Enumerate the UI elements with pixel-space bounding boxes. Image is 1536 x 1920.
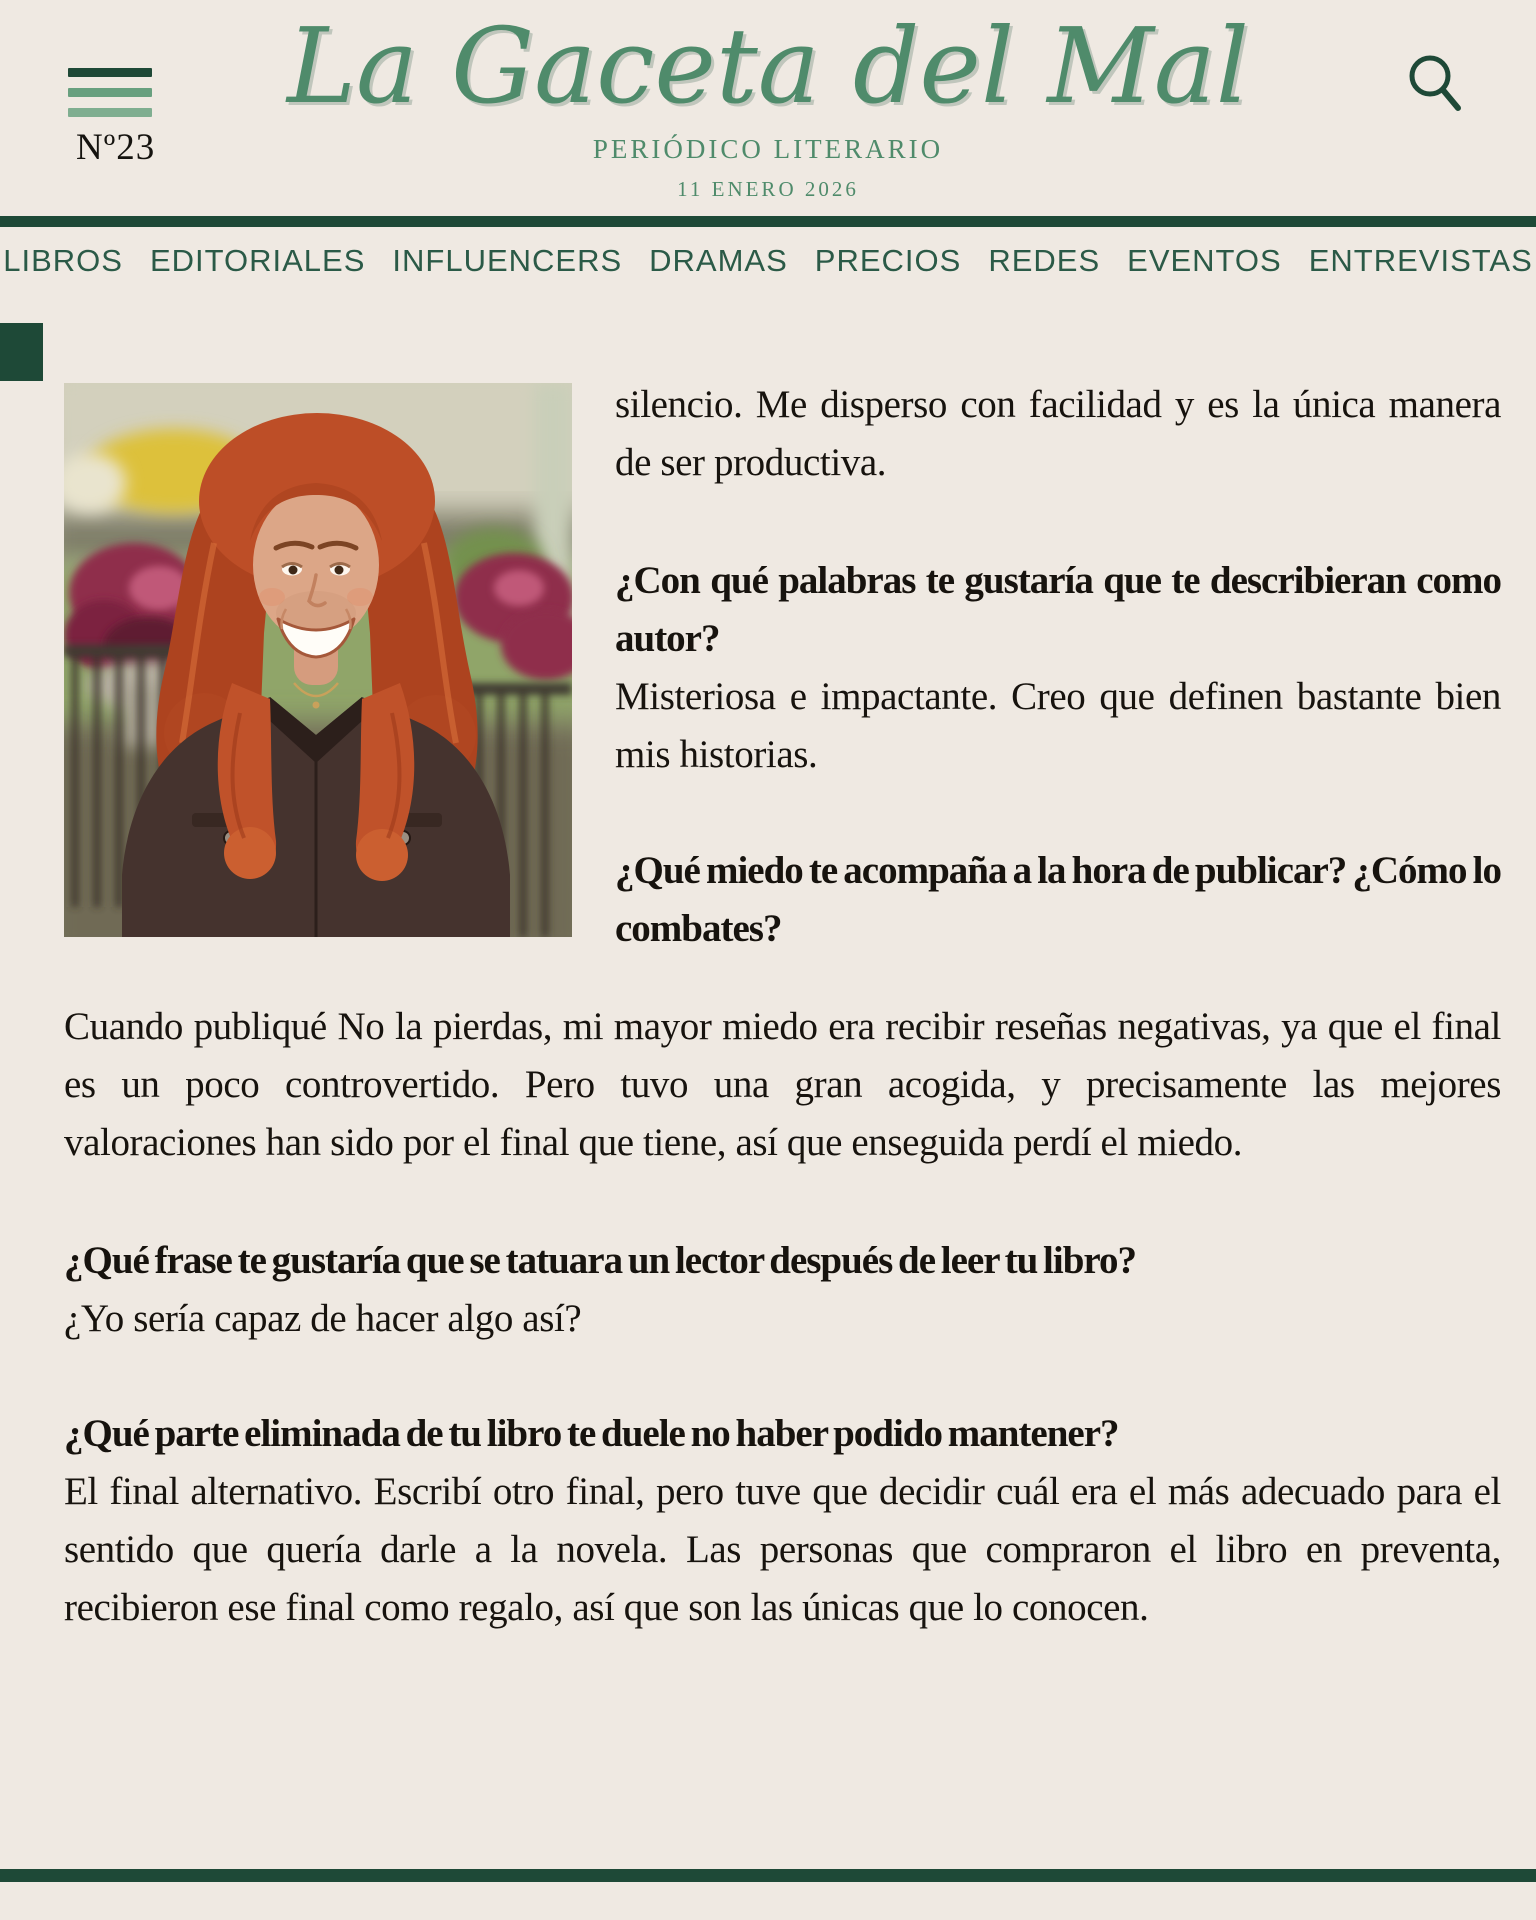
search-icon[interactable]: [1406, 52, 1468, 123]
author-portrait: [64, 383, 572, 937]
nav-item-precios[interactable]: PRECIOS: [814, 243, 962, 278]
answer-text: ¿Yo sería capaz de hacer algo así?: [64, 1297, 582, 1340]
nav-item-influencers[interactable]: INFLUENCERS: [392, 243, 623, 278]
masthead-title: La Gaceta del Mal: [286, 5, 1250, 127]
interview-question: ¿Qué parte eliminada de tu libro te duele no haber podido mantener?: [64, 1412, 1119, 1455]
main-navigation: [0, 243, 1536, 279]
masthead-subtitle: PERIÓDICO LITERARIO: [592, 134, 944, 164]
header-divider-bar: [0, 216, 1536, 227]
nav-item-eventos[interactable]: EVENTOS: [1127, 243, 1282, 278]
nav-item-dramas[interactable]: DRAMAS: [649, 243, 788, 278]
nav-item-redes[interactable]: REDES: [988, 243, 1101, 278]
interview-question: ¿Con qué palabras te gustaría que te describieran como autor?: [615, 559, 1501, 660]
nav-item-entrevistas[interactable]: ENTREVISTAS: [1308, 243, 1533, 278]
issue-number: Nº23: [76, 127, 156, 168]
decorative-corner-square: [0, 323, 43, 381]
footer-divider-bar: [0, 1869, 1536, 1882]
answer-text: silencio. Me disperso con facilidad y es la única manera de ser productiva.: [615, 383, 1501, 484]
nav-item-libros[interactable]: LIBROS: [3, 243, 123, 278]
answer-text: Misteriosa e impactante. Creo que definen bastante bien mis historias.: [615, 675, 1501, 776]
interview-side-column: [615, 376, 1501, 958]
answer-text: Cuando publiqué No la pierdas, mi mayor miedo era recibir reseñas negativas, ya que el final es un poco controvertido. Pero tuvo una gran acogida, y precisamente las mejores valoraciones han sido por el final que tiene, así que enseguida perdí el miedo.: [64, 1005, 1501, 1164]
interview-main-column: [64, 998, 1501, 1637]
answer-text: El final alternativo. Escribí otro final, pero tuve que decidir cuál era el más adecuado para el sentido que quería darle a la novela. Las personas que compraron el libro en preventa, recibieron ese final como regalo, así que son las únicas que lo conocen.: [64, 1470, 1501, 1629]
issue-date: 11 ENERO 2026: [677, 177, 859, 201]
interview-question: ¿Qué miedo te acompaña a la hora de publicar? ¿Cómo lo combates?: [615, 849, 1501, 950]
nav-item-editoriales[interactable]: EDITORIALES: [149, 243, 366, 278]
interview-question: ¿Qué frase te gustaría que se tatuara un lector después de leer tu libro?: [64, 1239, 1136, 1282]
